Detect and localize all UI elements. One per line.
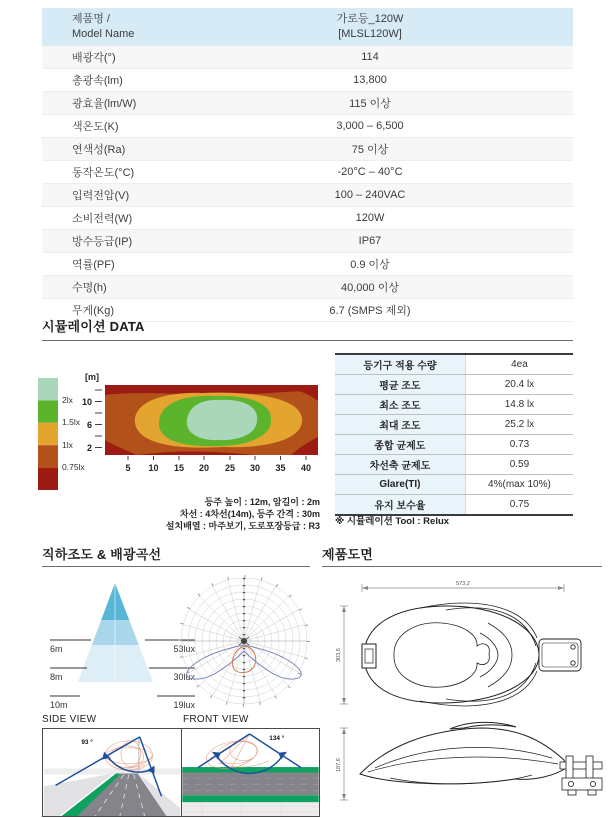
table-row: 연색성(Ra) 75 이상 — [42, 138, 573, 161]
heatmap-plot — [105, 385, 318, 455]
road-surface — [182, 773, 318, 796]
table-row: 배광각(°) 114 — [42, 46, 573, 69]
distance-label: 8m — [50, 672, 63, 682]
table-row: 평균 조도 20.4 lx — [335, 375, 573, 395]
height-dimension: 303,6 — [336, 648, 342, 662]
legend-label: 1.5lx — [62, 417, 80, 427]
cone-band-bottom — [78, 645, 153, 682]
y-tick: 6 — [86, 420, 92, 430]
heatmap-legend — [38, 378, 58, 490]
side-angle-value: 93 ° — [81, 738, 93, 746]
table-row: Glare(TI) 4%(max 10%) — [335, 475, 573, 495]
front-view-panel — [181, 729, 319, 816]
front-angle-value: 134 ° — [269, 734, 285, 742]
table-row: 차선축 균제도 0.59 — [335, 455, 573, 475]
lux-label: 53lux — [173, 644, 195, 654]
table-row: 최대 조도 25.2 lx — [335, 415, 573, 435]
y-tick: 10 — [81, 397, 92, 407]
drawing-section-title: 제품도면 — [322, 547, 374, 562]
table-row: 총광속(lm) 13,800 — [42, 69, 573, 92]
width-dimension: 573,2 — [456, 581, 470, 587]
simulation-result-table — [335, 353, 573, 516]
verge-green-bottom — [182, 795, 318, 802]
y-tick: 2 — [86, 443, 92, 453]
spec-header-row — [42, 8, 573, 46]
distance-label: 6m — [50, 644, 63, 654]
table-row: 광효율(lm/W) 115 이상 — [42, 92, 573, 115]
legend-label: 0.75lx — [62, 462, 85, 472]
spec-table — [42, 8, 573, 322]
simulation-conditions — [100, 496, 320, 532]
condition-line: 차선 : 4차선(14m), 등주 간격 : 30m — [179, 509, 320, 519]
mounting-arm — [539, 639, 581, 671]
product-side-view-drawing — [330, 712, 604, 816]
polar-distribution-chart — [175, 572, 313, 710]
table-row: 유지 보수율 0.75 — [335, 495, 573, 514]
side-view-label: SIDE VIEW — [42, 714, 97, 725]
model-name-label: 제품명 / Model Name — [72, 13, 135, 40]
simulation-section-title: 시뮬레이션 DATA — [42, 319, 145, 334]
table-row: 색온도(K) 3,000 – 6,500 — [42, 115, 573, 138]
legend-label: 1lx — [62, 440, 73, 450]
x-tick: 5 — [125, 463, 131, 473]
x-tick: 35 — [275, 463, 286, 473]
x-tick: 10 — [148, 463, 159, 473]
mounting-bracket — [560, 756, 602, 795]
condition-line: 등주 높이 : 12m, 암길이 : 2m — [204, 497, 320, 507]
section-divider — [42, 340, 573, 341]
distance-label: 10m — [50, 700, 68, 710]
side-view-panel — [43, 729, 181, 816]
product-top-view-drawing — [328, 576, 602, 710]
model-name-value: 가로등_120W [MLSL120W] — [336, 13, 404, 40]
table-row: 방수등급(IP) IP67 — [42, 230, 573, 253]
section-divider — [42, 566, 310, 567]
section-divider — [322, 566, 602, 567]
x-tick: 20 — [198, 463, 210, 473]
x-tick: 40 — [300, 463, 312, 473]
condition-line: 설치배열 : 마주보기, 도로포장등급 : R3 — [165, 521, 320, 531]
height-dimension: 187,6 — [336, 758, 342, 772]
table-row: 등기구 적용 수량 4ea — [335, 355, 573, 375]
legend-label: 2lx — [62, 395, 73, 405]
verge-green-top — [182, 767, 318, 772]
simulation-tool-note: ※ 시뮬레이션 Tool : Relux — [335, 516, 450, 527]
view-panels — [42, 728, 320, 817]
table-row: 수명(h) 40,000 이상 — [42, 276, 573, 299]
x-tick: 15 — [173, 463, 185, 473]
table-row: 무게(Kg) 6.7 (SMPS 제외) — [42, 299, 573, 322]
illuminance-heatmap — [75, 370, 320, 495]
table-row: 소비전력(W) 120W — [42, 207, 573, 230]
x-tick: 30 — [249, 463, 261, 473]
y-axis-unit: [m] — [85, 372, 99, 382]
lux-label: 19lux — [173, 700, 195, 710]
lux-label: 30lux — [173, 672, 195, 682]
photometry-section-title: 직하조도 & 배광곡선 — [42, 547, 162, 562]
table-row: 종합 균제도 0.73 — [335, 435, 573, 455]
front-view-label: FRONT VIEW — [183, 714, 249, 725]
x-tick: 25 — [224, 463, 236, 473]
table-row: 입력전압(V) 100 – 240VAC — [42, 184, 573, 207]
table-row: 역률(PF) 0.9 이상 — [42, 253, 573, 276]
table-row: 최소 조도 14.8 lx — [335, 395, 573, 415]
table-row: 동작온도(°C) -20°C – 40°C — [42, 161, 573, 184]
